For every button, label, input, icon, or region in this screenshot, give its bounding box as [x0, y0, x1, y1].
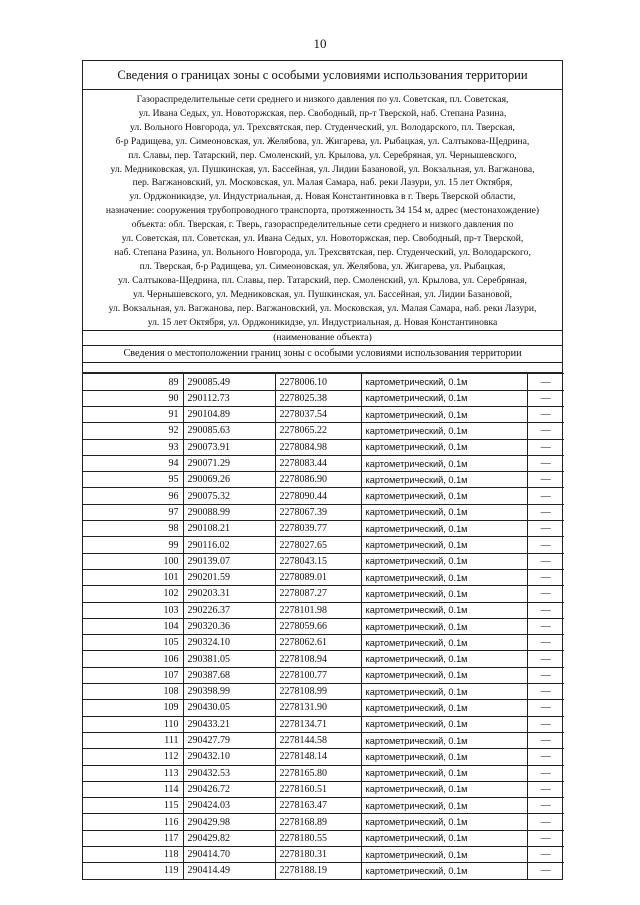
table-row: [83, 814, 564, 830]
point-number: 98: [83, 521, 183, 537]
point-number: 99: [83, 537, 183, 553]
error-cell: —: [527, 569, 564, 585]
table-row: [83, 537, 564, 553]
method-cell: картометрический, 0.1м: [361, 765, 527, 781]
method-cell: картометрический, 0.1м: [361, 684, 527, 700]
point-number: 89: [83, 374, 183, 390]
coord-x: 290414.70: [183, 847, 275, 863]
coord-y: 2278131.90: [275, 700, 361, 716]
error-cell: —: [527, 635, 564, 651]
error-cell: —: [527, 814, 564, 830]
coord-y: 2278067.39: [275, 504, 361, 520]
table-row: [83, 488, 564, 504]
coord-y: 2278027.65: [275, 537, 361, 553]
table-row: [83, 700, 564, 716]
coord-x: 290139.07: [183, 553, 275, 569]
coord-y: 2278084.98: [275, 439, 361, 455]
table-row: [83, 798, 564, 814]
table-row: [83, 716, 564, 732]
coord-y: 2278062.61: [275, 635, 361, 651]
error-cell: —: [527, 602, 564, 618]
coord-y: 2278090.44: [275, 488, 361, 504]
error-cell: —: [527, 374, 564, 390]
error-cell: —: [527, 798, 564, 814]
coord-y: 2278065.22: [275, 423, 361, 439]
point-number: 105: [83, 635, 183, 651]
coord-y: 2278101.98: [275, 602, 361, 618]
object-description-line: ул. 15 лет Октября, ул. Орджоникидзе, ул. Индустриальная, д. Новая Константиновка: [147, 316, 498, 328]
table-row: [83, 781, 564, 797]
coord-y: 2278087.27: [275, 586, 361, 602]
coord-y: 2278134.71: [275, 716, 361, 732]
table-row: [83, 504, 564, 520]
error-cell: —: [527, 700, 564, 716]
point-number: 100: [83, 553, 183, 569]
coord-x: 290432.53: [183, 765, 275, 781]
table-row: [83, 651, 564, 667]
error-cell: —: [527, 618, 564, 634]
coord-x: 290073.91: [183, 439, 275, 455]
method-cell: картометрический, 0.1м: [361, 472, 527, 488]
error-cell: —: [527, 439, 564, 455]
point-number: 96: [83, 488, 183, 504]
method-cell: картометрический, 0.1м: [361, 814, 527, 830]
point-number: 110: [83, 716, 183, 732]
method-cell: картометрический, 0.1м: [361, 732, 527, 748]
error-cell: —: [527, 472, 564, 488]
coord-y: 2278039.77: [275, 521, 361, 537]
table-row: [83, 521, 564, 537]
coord-y: 2278006.10: [275, 374, 361, 390]
point-number: 90: [83, 390, 183, 406]
point-number: 93: [83, 439, 183, 455]
coord-x: 290108.21: [183, 521, 275, 537]
method-cell: картометрический, 0.1м: [361, 618, 527, 634]
coord-x: 290429.98: [183, 814, 275, 830]
method-cell: картометрический, 0.1м: [361, 847, 527, 863]
object-description-line: объекта: обл. Тверская, г. Тверь, газораспределительные сети среднего и низкого давления по: [131, 219, 514, 231]
coord-x: 290427.79: [183, 732, 275, 748]
object-name-caption: (наименование объекта): [83, 331, 562, 346]
coord-x: 290324.10: [183, 635, 275, 651]
coord-y: 2278165.80: [275, 765, 361, 781]
object-description-line: б-р Радищева, ул. Симеоновская, ул. Желябова, ул. Жигарева, ул. Рыбацкая, ул. Салтыкова-Щедрина,: [115, 135, 530, 147]
object-description-line: ул. Советская, пл. Советская, ул. Ивана Седых, ул. Новоторжская, пер. Свободный, пр-т Тверской,: [121, 233, 524, 245]
table-row: [83, 569, 564, 585]
coord-y: 2278144.58: [275, 732, 361, 748]
object-description-line: пл. Славы, пер. Татарский, пер. Смоленский, ул. Крылова, ул. Серебряная, ул. Чернышевского,: [128, 149, 517, 161]
error-cell: —: [527, 684, 564, 700]
table-row: [83, 765, 564, 781]
coord-y: 2278108.94: [275, 651, 361, 667]
coord-y: 2278148.14: [275, 749, 361, 765]
object-description-line: ул. Ивана Седых, ул. Новоторжская, пер. Свободный, пр-т Тверской, наб. Степана Разина,: [138, 107, 507, 119]
coord-x: 290069.26: [183, 472, 275, 488]
point-number: 115: [83, 798, 183, 814]
object-description-line: пер. Вагжановский, ул. Московская, ул. Малая Самара, наб. реки Лазури, ул. 15 лет Октября,: [132, 177, 513, 189]
method-cell: картометрический, 0.1м: [361, 374, 527, 390]
coord-x: 290381.05: [183, 651, 275, 667]
method-cell: картометрический, 0.1м: [361, 569, 527, 585]
point-number: 97: [83, 504, 183, 520]
coord-x: 290071.29: [183, 455, 275, 471]
object-description-line: назначение: сооружения трубопроводного транспорта, протяженность 34 154 м, адрес (местонахождение): [105, 205, 540, 217]
object-description-line: ул. Салтыкова-Щедрина, пл. Славы, пер. Татарский, пер. Смоленский, ул. Крылова, ул. Серебряная,: [118, 274, 527, 286]
method-cell: картометрический, 0.1м: [361, 830, 527, 846]
table-row: [83, 749, 564, 765]
error-cell: —: [527, 847, 564, 863]
point-number: 106: [83, 651, 183, 667]
error-cell: —: [527, 504, 564, 520]
coord-y: 2278059.66: [275, 618, 361, 634]
point-number: 95: [83, 472, 183, 488]
error-cell: —: [527, 716, 564, 732]
coord-x: 290104.89: [183, 407, 275, 423]
method-cell: картометрический, 0.1м: [361, 504, 527, 520]
table-row: [83, 847, 564, 863]
method-cell: картометрический, 0.1м: [361, 390, 527, 406]
table-row: [83, 732, 564, 748]
coord-x: 290226.37: [183, 602, 275, 618]
coord-x: 290429.82: [183, 830, 275, 846]
error-cell: —: [527, 423, 564, 439]
coord-y: 2278025.38: [275, 390, 361, 406]
table-row: [83, 684, 564, 700]
point-number: 94: [83, 455, 183, 471]
point-number: 104: [83, 618, 183, 634]
table-row: [83, 472, 564, 488]
object-description: [83, 90, 562, 331]
coord-x: 290430.05: [183, 700, 275, 716]
error-cell: —: [527, 651, 564, 667]
coordinates-table: [83, 373, 564, 878]
error-cell: —: [527, 455, 564, 471]
point-number: 102: [83, 586, 183, 602]
error-cell: —: [527, 488, 564, 504]
coord-y: 2278163.47: [275, 798, 361, 814]
point-number: 109: [83, 700, 183, 716]
table-row: [83, 407, 564, 423]
error-cell: —: [527, 521, 564, 537]
method-cell: картометрический, 0.1м: [361, 716, 527, 732]
table-row: [83, 635, 564, 651]
method-cell: картометрический, 0.1м: [361, 602, 527, 618]
page-number: 10: [313, 36, 327, 51]
error-cell: —: [527, 407, 564, 423]
method-cell: картометрический, 0.1м: [361, 635, 527, 651]
header-spacer-row: [83, 363, 562, 373]
error-cell: —: [527, 863, 564, 879]
object-description-line: ул. Орджоникидзе, ул. Индустриальная, д. Новая Константиновка в г. Тверь Тверской области,: [129, 191, 516, 203]
coord-x: 290387.68: [183, 667, 275, 683]
coord-x: 290320.36: [183, 618, 275, 634]
point-number: 119: [83, 863, 183, 879]
method-cell: картометрический, 0.1м: [361, 537, 527, 553]
error-cell: —: [527, 781, 564, 797]
table-row: [83, 602, 564, 618]
error-cell: —: [527, 765, 564, 781]
coord-x: 290426.72: [183, 781, 275, 797]
table-row: [83, 863, 564, 879]
coord-x: 290116.02: [183, 537, 275, 553]
coord-y: 2278037.54: [275, 407, 361, 423]
table-row: [83, 423, 564, 439]
point-number: 112: [83, 749, 183, 765]
method-cell: картометрический, 0.1м: [361, 798, 527, 814]
error-cell: —: [527, 553, 564, 569]
coord-y: 2278043.15: [275, 553, 361, 569]
point-number: 111: [83, 732, 183, 748]
method-cell: картометрический, 0.1м: [361, 423, 527, 439]
point-number: 118: [83, 847, 183, 863]
coord-y: 2278180.31: [275, 847, 361, 863]
location-caption: Сведения о местоположении границ зоны с особыми условиями использования территории: [83, 346, 562, 363]
table-row: [83, 586, 564, 602]
coord-x: 290085.63: [183, 423, 275, 439]
error-cell: —: [527, 830, 564, 846]
object-description-line: ул. Медниковская, ул. Пушкинская, ул. Бассейная, ул. Лидии Базановой, ул. Вокзальная, ул. Вагжанова,: [110, 163, 535, 175]
method-cell: картометрический, 0.1м: [361, 749, 527, 765]
point-number: 103: [83, 602, 183, 618]
coord-x: 290085.49: [183, 374, 275, 390]
coord-y: 2278180.55: [275, 830, 361, 846]
error-cell: —: [527, 537, 564, 553]
coord-y: 2278188.19: [275, 863, 361, 879]
coord-y: 2278100.77: [275, 667, 361, 683]
object-description-line: наб. Степана Разина, ул. Вольного Новгорода, ул. Трехсвятская, пер. Студенческий, ул. Володарского,: [114, 246, 531, 258]
coord-y: 2278089.01: [275, 569, 361, 585]
coord-y: 2278083.44: [275, 455, 361, 471]
zone-info-table: [82, 60, 563, 880]
method-cell: картометрический, 0.1м: [361, 781, 527, 797]
point-number: 117: [83, 830, 183, 846]
object-description-line: ул. Вокзальная, ул. Вагжанова, пер. Вагжановский, ул. Московская, ул. Малая Самара, наб. реки Лазури,: [108, 302, 537, 314]
coord-x: 290201.59: [183, 569, 275, 585]
coord-x: 290075.32: [183, 488, 275, 504]
coord-x: 290112.73: [183, 390, 275, 406]
method-cell: картометрический, 0.1м: [361, 651, 527, 667]
table-row: [83, 830, 564, 846]
coord-x: 290398.99: [183, 684, 275, 700]
coord-x: 290433.21: [183, 716, 275, 732]
point-number: 114: [83, 781, 183, 797]
error-cell: —: [527, 390, 564, 406]
point-number: 116: [83, 814, 183, 830]
method-cell: картометрический, 0.1м: [361, 488, 527, 504]
error-cell: —: [527, 732, 564, 748]
coord-x: 290432.10: [183, 749, 275, 765]
point-number: 108: [83, 684, 183, 700]
error-cell: —: [527, 667, 564, 683]
coord-y: 2278160.51: [275, 781, 361, 797]
method-cell: картометрический, 0.1м: [361, 586, 527, 602]
table-row: [83, 618, 564, 634]
method-cell: картометрический, 0.1м: [361, 700, 527, 716]
coord-x: 290424.03: [183, 798, 275, 814]
table-row: [83, 374, 564, 390]
point-number: 113: [83, 765, 183, 781]
table-row: [83, 667, 564, 683]
object-description-line: Газораспределительные сети среднего и низкого давления по ул. Советская, пл. Советская,: [136, 94, 509, 105]
coord-y: 2278168.89: [275, 814, 361, 830]
coord-x: 290088.99: [183, 504, 275, 520]
table-row: [83, 553, 564, 569]
error-cell: —: [527, 749, 564, 765]
table-title: Сведения о границах зоны с особыми условиями использования территории: [83, 61, 562, 90]
table-row: [83, 455, 564, 471]
coord-x: 290414.49: [183, 863, 275, 879]
point-number: 91: [83, 407, 183, 423]
method-cell: картометрический, 0.1м: [361, 455, 527, 471]
object-description-line: пл. Тверская, б-р Радищева, ул. Симеоновская, ул. Желябова, ул. Жигарева, ул. Рыбацкая,: [139, 260, 506, 272]
method-cell: картометрический, 0.1м: [361, 553, 527, 569]
method-cell: картометрический, 0.1м: [361, 521, 527, 537]
point-number: 92: [83, 423, 183, 439]
table-row: [83, 439, 564, 455]
method-cell: картометрический, 0.1м: [361, 667, 527, 683]
method-cell: картометрический, 0.1м: [361, 863, 527, 879]
coord-y: 2278108.99: [275, 684, 361, 700]
object-description-line: ул. Вольного Новгорода, ул. Трехсвятская, пер. Студенческий, ул. Володарского, пл. Тверская,: [130, 121, 515, 133]
object-description-line: ул. Чернышевского, ул. Медниковская, ул. Пушкинская, ул. Бассейная, ул. Лидии Базановой,: [132, 288, 513, 300]
coord-y: 2278086.90: [275, 472, 361, 488]
point-number: 107: [83, 667, 183, 683]
error-cell: —: [527, 586, 564, 602]
point-number: 101: [83, 569, 183, 585]
method-cell: картометрический, 0.1м: [361, 439, 527, 455]
coord-x: 290203.31: [183, 586, 275, 602]
table-row: [83, 390, 564, 406]
method-cell: картометрический, 0.1м: [361, 407, 527, 423]
